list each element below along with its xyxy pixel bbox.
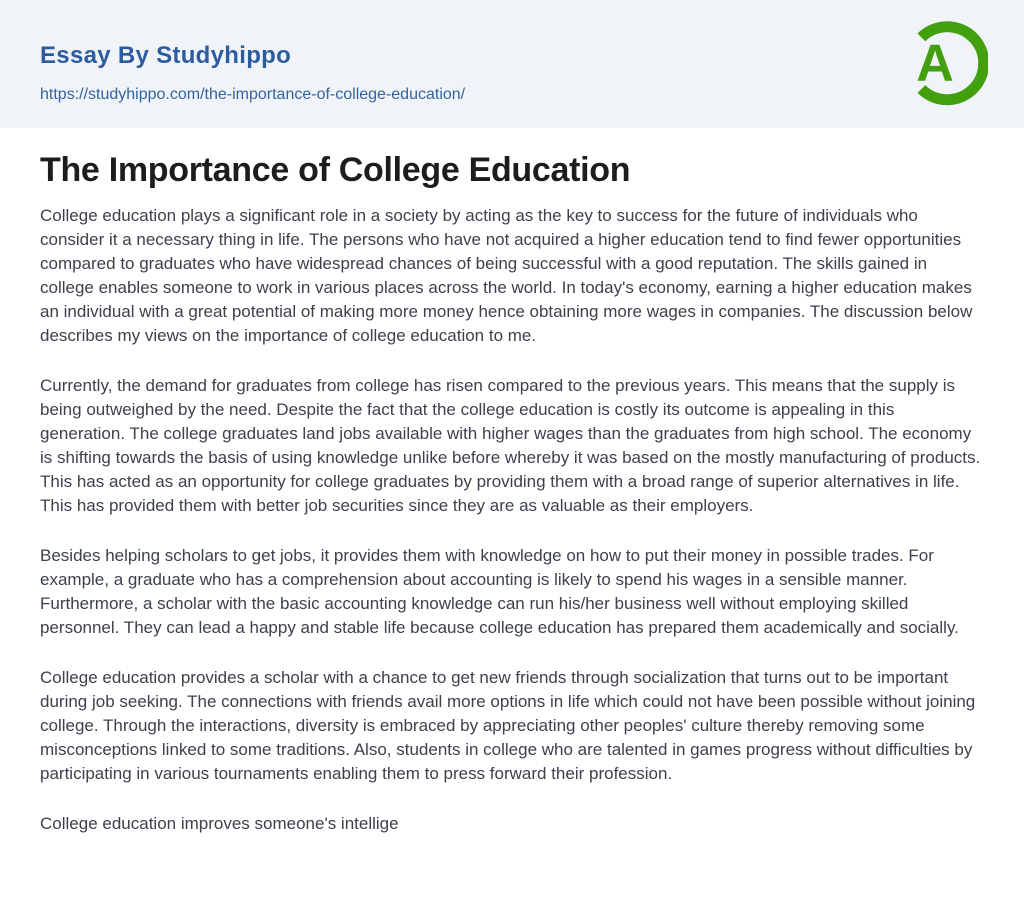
essay-paragraph: College education improves someone's intellige bbox=[40, 814, 399, 833]
studyhippo-logo-icon bbox=[898, 16, 988, 112]
essay-body bbox=[40, 204, 984, 836]
essay-paragraph: Besides helping scholars to get jobs, it provides them with knowledge on how to put their money in possible trades. For example, a graduate who has a comprehension about accounting is likely to spend his wages in a sensible manner. Furthermore, a scholar with the basic accounting knowledge can run his/her business well without employing skilled personnel. They can lead a happy and stable life because college education has prepared them academically and socially. bbox=[40, 546, 959, 637]
essay-title: The Importance of College Education bbox=[40, 151, 631, 189]
essay-paragraph: Currently, the demand for graduates from college has risen compared to the previous years. This means that the supply is being outweighed by the need. Despite the fact that the college education is costly its outcome is appealing in this generation. The college graduates land jobs available with higher wages than the graduates from high school. The economy is shifting towards the basis of using knowledge unlike before whereby it was based on the mostly manufacturing of products. This has acted as an opportunity for college graduates by providing them with a broad range of superior alternatives in life. This has provided them with better job securities since they are as valuable as their employers. bbox=[40, 376, 981, 515]
page-header bbox=[0, 0, 1024, 128]
essay-paragraph: College education plays a significant role in a society by acting as the key to success for the future of individuals who consider it a necessary thing in life. The persons who have not acquired a higher education tend to find fewer opportunities compared to graduates who have widespread chances of being successful with a good reputation. The skills gained in college enables someone to work in various places across the world. In today's economy, earning a higher education makes an individual with a great potential of making more money hence obtaining more wages in companies. The discussion below describes my views on the importance of college education to me. bbox=[40, 206, 973, 345]
logo-letter: A bbox=[916, 34, 954, 93]
essay-paragraph: College education provides a scholar with a chance to get new friends through socialization that turns out to be important during job seeking. The connections with friends avail more options in life which could not have been possible without joining college. Through the interactions, diversity is embraced by appreciating other peoples' culture thereby removing some misconceptions linked to some traditions. Also, students in college who are talented in games progress without difficulties by participating in various tournaments enabling them to press forward their profession. bbox=[40, 668, 976, 783]
site-title: Essay By Studyhippo bbox=[40, 42, 292, 69]
source-url-link[interactable]: https://studyhippo.com/the-importance-of-college-education/ bbox=[40, 86, 466, 103]
essay-content bbox=[0, 128, 1024, 836]
